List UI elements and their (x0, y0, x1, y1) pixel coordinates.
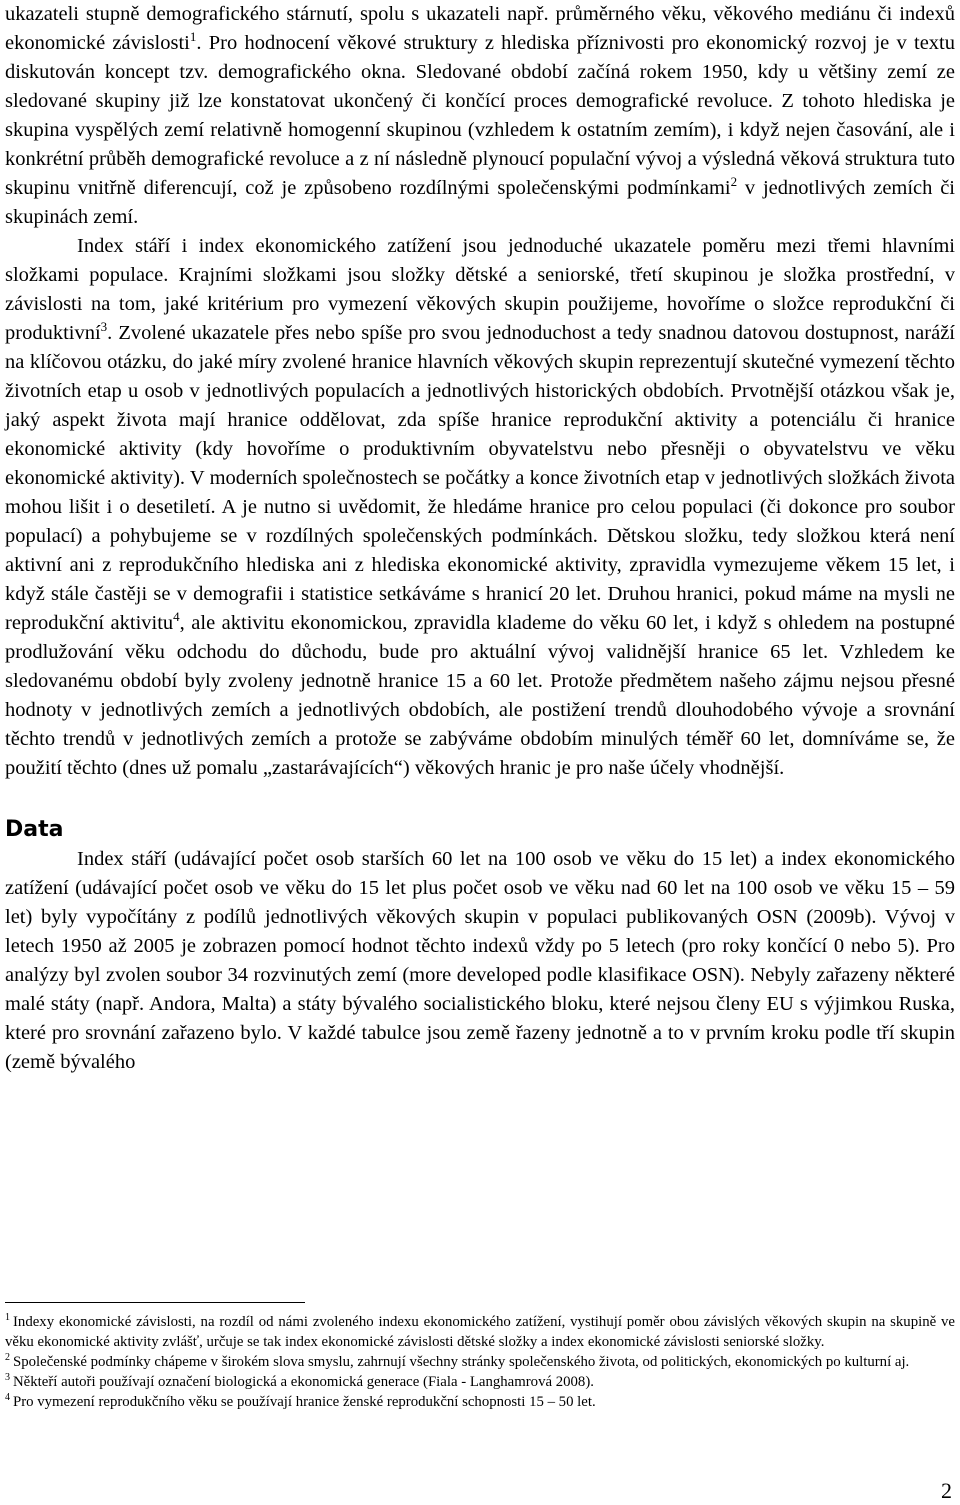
paragraph-2-text-a: Index stáří i index ekonomického zatížení jsou jednoduché ukazatele poměru mezi třemi hlavními složkami populace. Krajními složkami jsou složky dětské a seniorské, třetí skupinou je složka prostřední, v závislosti na tom, jaké kritérium pro vymezení věkových skupin použijeme, hovoříme o složce reprodukční či produktivní (5, 235, 955, 344)
paragraph-1-text-a: ukazateli stupně demografického stárnutí, spolu s ukazateli např. průměrného věku, věkového mediánu či indexů ekonomické závislosti (5, 3, 955, 54)
footnote-ref-1: 1 (189, 29, 197, 45)
footnote-text: Někteří autoři používají označení biologická a ekonomická generace (Fiala - Langhamrová 2008). (13, 1374, 594, 1390)
paragraph-3: Index stáří (udávající počet osob starších 60 let na 100 osob ve věku do 15 let) a index ekonomického zatížení (udávající počet osob ve věku do 15 let plus počet osob ve věku nad 60 let na 100 osob ve věku 15 – 59 let) byly vypočítány z podílů jednotlivých věkových skupin v populaci publikovaných OSN (2009b). Vývoj v letech 1950 až 2005 je zobrazen pomocí hodnot těchto indexů vždy po 5 letech (pro roky končící 0 nebo 5). Pro analýzy byl zvolen soubor 34 rozvinutých zemí (more developed podle klasifikace OSN). Nebyly zařazeny některé malé státy (např. Andora, Malta) a státy bývalého socialistického bloku, které nejsou členy EU s výjimkou Ruska, které pro srovnání zařazeno bylo. V každé tabulce jsou země řazeny jednotně a to v prvním kroku podle tří skupin (země bývalého (5, 848, 955, 1073)
paragraph-1-text-b: . Pro hodnocení věkové struktury z hlediska příznivosti pro ekonomický rozvoj je v textu diskutován koncept tzv. demografického okna. Sledované období začíná rokem 1950, kdy u většiny zemí ze sledované skupiny již lze konstatovat ukončený či končící proces demografické revoluce. Z tohoto hlediska je skupina vyspělých zemí relativně homogenní skupinou (vzhledem k ostatním zemím), i když nejen časování, ale i konkrétní průběh demografické revoluce a z ní následně plynoucí populační vývoj a výsledná věková struktura tuto skupinu vnitřně diferencují, což je způsobeno rozdílnými společenskými podmínkami (5, 32, 955, 199)
footnote-ref-3: 3 (100, 319, 108, 335)
footnote-divider (5, 1302, 305, 1303)
paragraph-1 (5, 0, 955, 232)
paragraph-1-text-c: v jednotlivých zemích či skupinách zemí. (5, 177, 955, 228)
section-heading-data: Data (5, 817, 64, 842)
paragraph-2 (5, 232, 955, 783)
footnote-number: 3 (5, 1372, 10, 1384)
footnote-number: 4 (5, 1392, 10, 1404)
footnote-number: 1 (5, 1312, 10, 1324)
footnote-4 (5, 1392, 955, 1412)
footnote-text: Indexy ekonomické závislosti, na rozdíl od námi zvoleného indexu ekonomického zatížení, vystihují poměr obou závislých věkových skupin na skupině ve věku ekonomické aktivity zvlášť, určuje se tak index ekonomické závislosti dětské složky a index ekonomické závislosti seniorské složky. (5, 1314, 955, 1350)
footnote-ref-2: 2 (730, 174, 738, 190)
footnotes (5, 1312, 955, 1412)
footnote-text: Společenské podmínky chápeme v širokém slova smyslu, zahrnují všechny stránky společenského života, od politických, ekonomických po kulturní aj. (13, 1354, 910, 1370)
footnote-number: 2 (5, 1352, 10, 1364)
footnote-text: Pro vymezení reprodukčního věku se používají hranice ženské reprodukční schopnosti 15 – 50 let. (13, 1394, 596, 1410)
paragraph-2-text-c: , ale aktivitu ekonomickou, zpravidla klademe do věku 60 let, i když s ohledem na postupné prodlužování věku odchodu do důchodu, bude pro aktuální vývoj validnější hranice 65 let. Vzhledem ke sledovanému období byly zvoleny jednotně hranice 15 a 60 let. Protože předmětem našeho zájmu nejsou přesné hodnoty v jednotlivých zemích a jednotlivých obdobích, ale postižení trendů dlouhodobého vývoje a srovnání těchto trendů v jednotlivých zemích a protože se zabýváme obdobím minulých téměř 60 let, domníváme se, že použití těchto (dnes už pomalu „zastarávajících“) věkových hranic je pro naše účely vhodnější. (5, 612, 955, 779)
footnote-3 (5, 1372, 955, 1392)
page-number: 2 (941, 1478, 952, 1503)
footnote-ref-4: 4 (173, 609, 180, 625)
footnote-1 (5, 1312, 955, 1352)
page-body (5, 0, 955, 1077)
footnote-2 (5, 1352, 955, 1372)
paragraph-2-text-b: . Zvolené ukazatele přes nebo spíše pro svou jednoduchost a tedy snadnou datovou dostupnost, naráží na klíčovou otázku, do jaké míry zvolené hranice hlavních věkových skupin reprezentují skutečné vymezení těchto životních etap u osob v jednotlivých populacích a jednotlivých historických obdobích. Prvotnější otázkou však je, jaký aspekt života mají hranice oddělovat, zda spíše hranice reprodukční aktivity a potenciálu či hranice ekonomické aktivity (kdy hovoříme o produktivním obyvatelstvu nebo přesněji o obyvatelstvu ve věku ekonomické aktivity). V moderních společnostech se počátky a konce životních etap v jednotlivých složkách života mohou lišit i o desetiletí. A je nutno si uvědomit, že hledáme hranice pro celou populaci (či dokonce pro soubor populací) a pohybujeme se v rozdílných společenských podmínkách. Dětskou složku, tedy složkou která není aktivní ani z reprodukčního hlediska ani z hlediska ekonomické aktivity, zpravidla vymezujeme věkem 15 let, i když stále častěji se v demografii i statistice setkáváme s hranicí 20 let. Druhou hranici, pokud máme na mysli ne reprodukční aktivitu (5, 322, 955, 634)
